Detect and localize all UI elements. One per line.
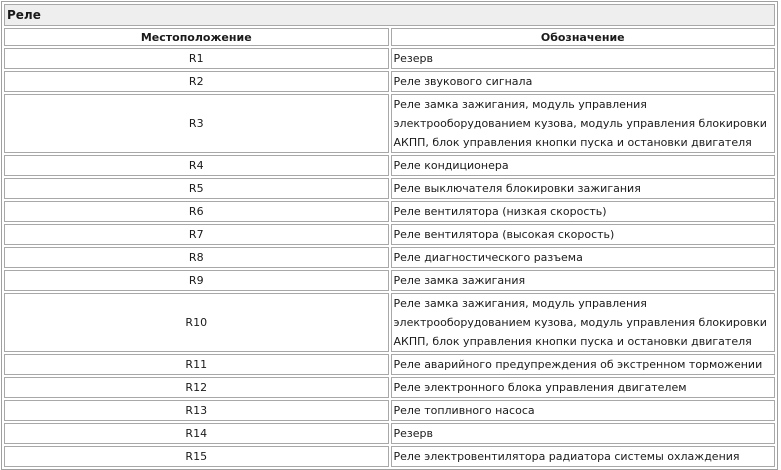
designation-cell: Резерв bbox=[391, 423, 776, 444]
location-cell: R5 bbox=[4, 178, 389, 199]
location-cell: R7 bbox=[4, 224, 389, 245]
designation-cell: Реле выключателя блокировки зажигания bbox=[391, 178, 776, 199]
designation-cell: Реле вентилятора (низкая скорость) bbox=[391, 201, 776, 222]
table-row bbox=[4, 247, 775, 268]
location-cell: R6 bbox=[4, 201, 389, 222]
caption-row bbox=[4, 4, 775, 26]
table-row bbox=[4, 201, 775, 222]
designation-cell: Реле замка зажигания, модуль управления электрооборудованием кузова, модуль управления блокировки АКПП, блок управления кнопки пуска и остановки двигателя bbox=[391, 293, 776, 352]
table-row bbox=[4, 293, 775, 352]
location-cell: R1 bbox=[4, 48, 389, 69]
designation-cell: Реле звукового сигнала bbox=[391, 71, 776, 92]
table-row bbox=[4, 270, 775, 291]
designation-cell: Реле электровентилятора радиатора системы охлаждения bbox=[391, 446, 776, 467]
header-location: Местоположение bbox=[4, 28, 389, 46]
designation-cell: Реле замка зажигания bbox=[391, 270, 776, 291]
designation-cell: Реле топливного насоса bbox=[391, 400, 776, 421]
designation-cell: Реле диагностического разъема bbox=[391, 247, 776, 268]
table-row bbox=[4, 71, 775, 92]
designation-cell: Реле электронного блока управления двигателем bbox=[391, 377, 776, 398]
table-row bbox=[4, 178, 775, 199]
location-cell: R3 bbox=[4, 94, 389, 153]
location-cell: R10 bbox=[4, 293, 389, 352]
designation-cell: Реле замка зажигания, модуль управления электрооборудованием кузова, модуль управления блокировки АКПП, блок управления кнопки пуска и остановки двигателя bbox=[391, 94, 776, 153]
location-cell: R12 bbox=[4, 377, 389, 398]
designation-cell: Резерв bbox=[391, 48, 776, 69]
table-row bbox=[4, 94, 775, 153]
designation-cell: Реле кондиционера bbox=[391, 155, 776, 176]
location-cell: R13 bbox=[4, 400, 389, 421]
location-cell: R4 bbox=[4, 155, 389, 176]
location-cell: R2 bbox=[4, 71, 389, 92]
table-caption: Реле bbox=[4, 4, 775, 26]
table-row bbox=[4, 354, 775, 375]
header-designation: Обозначение bbox=[391, 28, 776, 46]
relay-table bbox=[1, 1, 778, 470]
table-row bbox=[4, 377, 775, 398]
designation-cell: Реле вентилятора (высокая скорость) bbox=[391, 224, 776, 245]
table-row bbox=[4, 423, 775, 444]
table-row bbox=[4, 48, 775, 69]
location-cell: R8 bbox=[4, 247, 389, 268]
designation-cell: Реле аварийного предупреждения об экстренном торможении bbox=[391, 354, 776, 375]
location-cell: R11 bbox=[4, 354, 389, 375]
table-row bbox=[4, 400, 775, 421]
header-row bbox=[4, 28, 775, 46]
location-cell: R9 bbox=[4, 270, 389, 291]
table-row bbox=[4, 446, 775, 467]
table-row bbox=[4, 224, 775, 245]
location-cell: R15 bbox=[4, 446, 389, 467]
location-cell: R14 bbox=[4, 423, 389, 444]
table-row bbox=[4, 155, 775, 176]
